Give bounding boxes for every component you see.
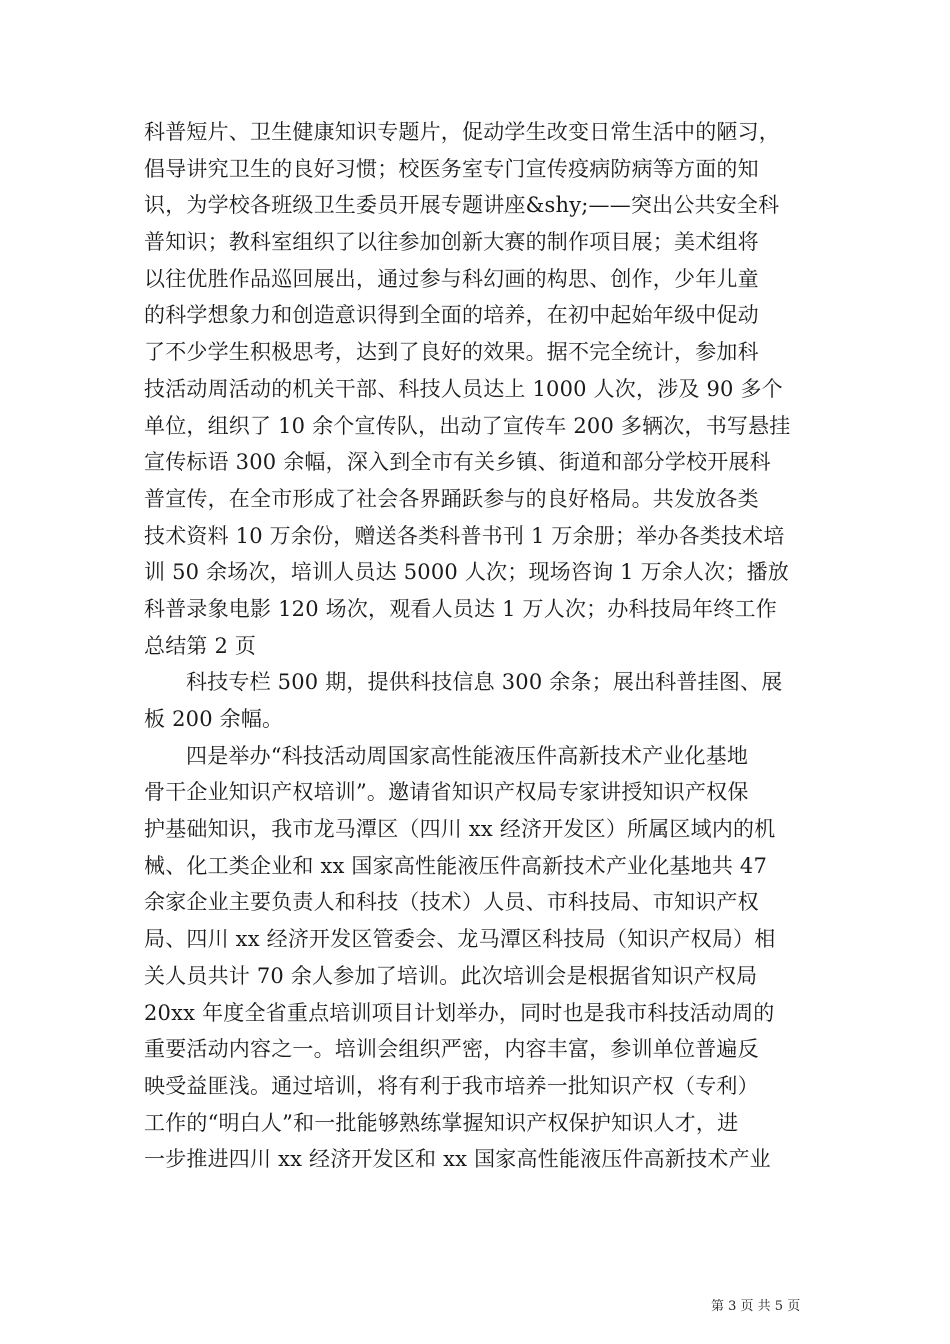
text-line: 械、化工类企业和 xx 国家高性能液压件高新技术产业化基地共 47 [144,853,768,878]
text-line: 余家企业主要负责人和科技（技术）人员、市科技局、市知识产权 [144,890,759,915]
text-line: 板 200 余幅。 [144,707,284,731]
document-body [144,114,808,1178]
text-line: 以往优胜作品巡回展出，通过参与科幻画的构思、创作，少年儿童 [144,266,759,291]
text-line: 映受益匪浅。通过培训，将有利于我市培养一批知识产权（专利） [144,1073,759,1098]
text-line: 了不少学生积极思考，达到了良好的效果。据不完全统计，参加科 [144,340,759,365]
text-line: 倡导讲究卫生的良好习惯；校医务室专门宣传疫病防病等方面的知 [144,156,759,181]
text-line: 技活动周活动的机关干部、科技人员达上 1000 人次，涉及 90 多个 [144,376,783,401]
text-line: 局、四川 xx 经济开发区管委会、龙马潭区科技局（知识产权局）相 [144,927,776,952]
text-line: 总结第 2 页 [144,633,257,658]
paragraph-start-line: 四是举办“科技活动周国家高性能液压件高新技术产业化基地 [186,743,749,768]
text-line: 普宣传，在全市形成了社会各界踊跃参与的良好格局。共发放各类 [144,486,759,511]
text-line: 骨干企业知识产权培训”。邀请省知识产权局专家讲授知识产权保 [144,780,749,805]
text-line: 普知识；教科室组织了以往参加创新大赛的制作项目展；美术组将 [144,230,759,255]
text-line: 技术资料 10 万余份，赠送各类科普书刊 1 万余册；举办各类技术培 [144,523,785,548]
text-line: 训 50 余场次，培训人员达 5000 人次；现场咨询 1 万余人次；播放 [144,560,789,585]
text-line: 科普短片、卫生健康知识专题片，促动学生改变日常生活中的陋习， [144,120,780,144]
text-line: 科普录象电影 120 场次，观看人员达 1 万人次；办科技局年终工作 [144,596,777,621]
text-line: 识，为学校各班级卫生委员开展专题讲座&shy;——突出公共安全科 [144,193,780,218]
text-line: 护基础知识，我市龙马潭区（四川 xx 经济开发区）所属区域内的机 [144,817,776,842]
text-line: 单位，组织了 10 余个宣传队，出动了宣传车 200 多辆次，书写悬挂 [144,413,791,438]
text-line: 宣传标语 300 余幅，深入到全市有关乡镇、街道和部分学校开展科 [144,450,771,475]
text-line: 20xx 年度全省重点培训项目计划举办，同时也是我市科技活动周的 [144,1000,775,1025]
text-line: 重要活动内容之一。培训会组织严密，内容丰富，参训单位普遍反 [144,1037,759,1062]
paragraph-start-line: 科技专栏 500 期，提供科技信息 300 余条；展出科普挂图、展 [186,670,783,695]
text-line: 工作的“明白人”和一批能够熟练掌握知识产权保护知识人才，进 [144,1110,739,1135]
text-line: 的科学想象力和创造意识得到全面的培养，在初中起始年级中促动 [144,303,759,328]
text-line: 一步推进四川 xx 经济开发区和 xx 国家高性能液压件高新技术产业 [144,1147,771,1172]
text-line: 关人员共计 70 余人参加了培训。此次培训会是根据省知识产权局 [144,963,758,988]
page-number: 第 3 页 共 5 页 [711,1299,801,1314]
